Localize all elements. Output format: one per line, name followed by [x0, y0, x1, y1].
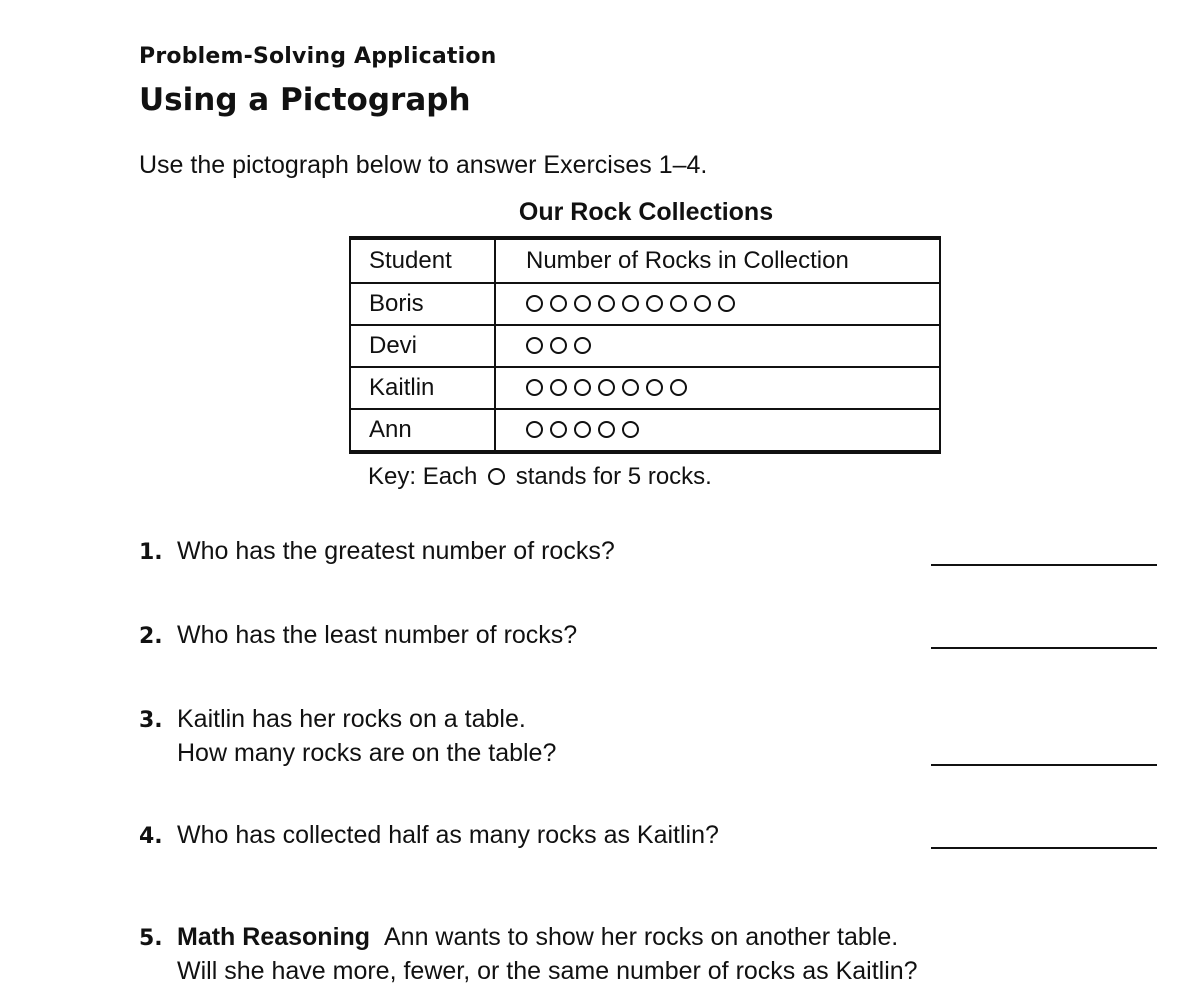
student-name: Ann: [350, 409, 495, 452]
key-prefix: Key: Each: [368, 463, 478, 490]
rock-symbol-icon: [574, 421, 591, 438]
table-header-row: [350, 238, 940, 283]
rock-symbol-icon: [622, 421, 639, 438]
answer-line-1[interactable]: [931, 564, 1157, 566]
pictograph-key: [368, 463, 712, 491]
answer-line-2[interactable]: [931, 647, 1157, 649]
question-text: Who has the least number of rocks?: [177, 621, 578, 649]
rock-symbol-icon: [574, 379, 591, 396]
rock-symbols: [495, 409, 940, 452]
question-3: [139, 703, 556, 770]
rock-symbol-icon: [718, 295, 735, 312]
question-number: 4.: [139, 824, 163, 849]
key-suffix: stands for 5 rocks.: [515, 463, 712, 490]
table-row: [350, 409, 940, 452]
question-number: 1.: [139, 540, 163, 565]
rock-symbols: [495, 283, 940, 325]
rock-symbol-icon: [598, 295, 615, 312]
rock-symbol-icon: [574, 295, 591, 312]
student-name: Kaitlin: [350, 367, 495, 409]
student-name: Boris: [350, 283, 495, 325]
rock-symbol-icon: [550, 379, 567, 396]
rock-symbol-icon: [694, 295, 711, 312]
rock-symbol-icon: [550, 421, 567, 438]
page-title: Using a Pictograph: [139, 82, 471, 118]
rock-symbol-icon: [574, 337, 591, 354]
pictograph-title: Our Rock Collections: [518, 198, 774, 226]
question-1: [139, 535, 615, 569]
question-text: Kaitlin has her rocks on a table.: [177, 705, 526, 733]
instructions: Use the pictograph below to answer Exercises 1–4.: [139, 151, 708, 179]
rock-symbol-icon: [488, 468, 505, 485]
question-4: [139, 819, 719, 853]
rock-symbol-icon: [622, 295, 639, 312]
question-text: Ann wants to show her rocks on another table.: [383, 923, 899, 951]
section-kicker: Problem-Solving Application: [139, 44, 497, 69]
answer-line-4[interactable]: [931, 847, 1157, 849]
rock-symbol-icon: [526, 379, 543, 396]
question-text: Who has the greatest number of rocks?: [177, 537, 615, 565]
rock-symbol-icon: [646, 379, 663, 396]
question-text-line-2: Will she have more, fewer, or the same number of rocks as Kaitlin?: [177, 957, 918, 985]
rock-symbol-icon: [526, 421, 543, 438]
rock-symbol-icon: [598, 421, 615, 438]
rock-symbol-icon: [598, 379, 615, 396]
rock-symbol-icon: [526, 337, 543, 354]
question-number: 2.: [139, 624, 163, 649]
pictograph-table: [349, 236, 941, 454]
question-label: Math Reasoning: [177, 923, 371, 951]
column-header-rocks: Number of Rocks in Collection: [495, 238, 940, 283]
rock-symbol-icon: [646, 295, 663, 312]
question-text-line-2: How many rocks are on the table?: [177, 739, 557, 767]
rock-symbol-icon: [550, 337, 567, 354]
column-header-student: Student: [350, 238, 495, 283]
table-row: [350, 325, 940, 367]
question-number: 5.: [139, 926, 163, 951]
rock-symbol-icon: [670, 295, 687, 312]
question-number: 3.: [139, 708, 163, 733]
question-2: [139, 619, 577, 653]
student-name: Devi: [350, 325, 495, 367]
rock-symbols: [495, 367, 940, 409]
table-row: [350, 283, 940, 325]
rock-symbol-icon: [550, 295, 567, 312]
rock-symbols: [495, 325, 940, 367]
answer-line-3[interactable]: [931, 764, 1157, 766]
rock-symbol-icon: [670, 379, 687, 396]
question-5: [139, 921, 918, 988]
question-text: Who has collected half as many rocks as Kaitlin?: [177, 821, 719, 849]
table-row: [350, 367, 940, 409]
rock-symbol-icon: [622, 379, 639, 396]
rock-symbol-icon: [526, 295, 543, 312]
